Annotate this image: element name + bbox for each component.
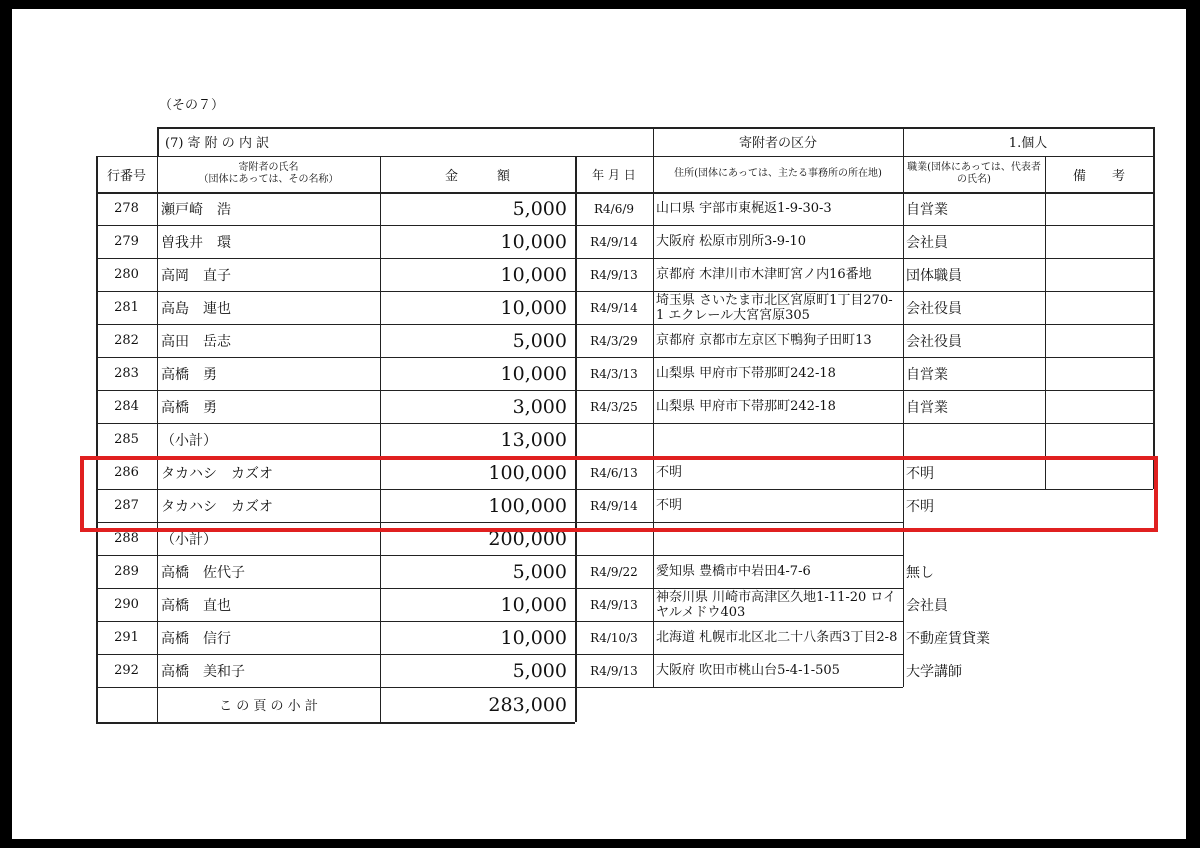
- donor-address: 不明: [656, 465, 683, 480]
- highlight-box: [80, 456, 1158, 532]
- donor-occupation: 会社員: [906, 597, 948, 614]
- donor-address: 埼玉県 さいたま市北区宮原町1丁目270-1 エクレール大宮宮原305: [656, 292, 893, 323]
- donor-name: 高橋 勇: [161, 399, 217, 416]
- donor-occupation: 団体職員: [906, 267, 962, 284]
- donor-occupation: 無し: [906, 564, 934, 581]
- donation-amount: 100,000: [488, 494, 567, 517]
- donor-occupation: 会社役員: [906, 300, 962, 317]
- row-number: 283: [114, 366, 139, 381]
- donation-amount: 10,000: [500, 230, 567, 253]
- table-rule: [653, 156, 654, 687]
- section-title: (7) 寄 附 の 内 訳: [165, 136, 270, 151]
- donation-date: R4/9/13: [590, 597, 638, 612]
- donor-occupation: 不明: [906, 498, 934, 515]
- subtotal-label: （小計）: [161, 432, 217, 449]
- donor-occupation: 不明: [906, 465, 934, 482]
- col-remarks: 備 考: [1072, 168, 1125, 184]
- row-number: 279: [114, 234, 139, 249]
- table-rule: [903, 156, 904, 687]
- row-number: 288: [114, 531, 139, 546]
- donation-date: R4/9/14: [590, 234, 638, 249]
- table-rule: [157, 156, 158, 722]
- donation-date: R4/6/9: [593, 201, 635, 216]
- donor-address: 不明: [656, 498, 683, 513]
- donation-date: R4/6/13: [590, 465, 638, 480]
- donor-address: 愛知県 豊橋市中岩田4-7-6: [656, 564, 811, 579]
- donor-name: 高橋 信行: [161, 630, 231, 647]
- donor-address: 山梨県 甲府市下帯那町242-18: [656, 366, 836, 381]
- subtotal-label: （小計）: [161, 531, 217, 548]
- row-number: 282: [114, 333, 139, 348]
- donor-address: 京都府 京都市左京区下鴨狗子田町13: [656, 333, 872, 348]
- donation-amount: 5,000: [512, 197, 567, 220]
- donor-occupation: [906, 423, 1042, 456]
- donation-date: R4/3/29: [590, 333, 638, 348]
- table-rule: [1045, 156, 1046, 489]
- donation-date: R4/9/22: [590, 564, 638, 579]
- donor-name: 高橋 佐代子: [161, 564, 245, 581]
- donation-amount: 3,000: [512, 395, 567, 418]
- row-number: 280: [114, 267, 139, 282]
- row-number: 289: [114, 564, 139, 579]
- donor-name: 高橋 勇: [161, 366, 217, 383]
- table-rule: [96, 722, 575, 724]
- donor-occupation: 自営業: [906, 201, 948, 218]
- donor-address: 山口県 宇部市東梶返1-9-30-3: [656, 201, 832, 216]
- donor-name: 瀬戸崎 浩: [161, 201, 231, 218]
- donor-address: [656, 423, 900, 456]
- table-rule: [1153, 156, 1155, 489]
- col-amount: 金 額: [444, 168, 510, 184]
- table-rule: [1153, 127, 1155, 156]
- row-number: 284: [114, 399, 139, 414]
- donation-amount: 100,000: [488, 461, 567, 484]
- subtotal-amount: 13,000: [500, 428, 567, 451]
- row-number: 287: [114, 498, 139, 513]
- donation-date: R4/3/13: [590, 366, 638, 381]
- donor-address: 山梨県 甲府市下帯那町242-18: [656, 399, 836, 414]
- donation-amount: 10,000: [500, 296, 567, 319]
- row-number: 278: [114, 201, 139, 216]
- donor-name: 高田 岳志: [161, 333, 231, 350]
- donor-address: 京都府 木津川市木津町宮ノ内16番地: [656, 267, 872, 282]
- row-number: 291: [114, 630, 139, 645]
- table-rule: [157, 127, 159, 156]
- donation-date: R4/9/13: [590, 663, 638, 678]
- donor-name: タカハシ カズオ: [161, 465, 273, 482]
- donation-amount: 5,000: [512, 329, 567, 352]
- donation-date: [575, 423, 653, 456]
- donation-amount: 10,000: [500, 626, 567, 649]
- donor-category-label: 寄附者の区分: [738, 136, 817, 151]
- row-number: 281: [114, 300, 139, 315]
- col-address: 住所(団体にあっては、主たる事務所の所在地): [674, 168, 882, 179]
- donation-amount: 5,000: [512, 659, 567, 682]
- donation-date: R4/9/14: [590, 300, 638, 315]
- donor-occupation: 自営業: [906, 399, 948, 416]
- donation-date: R4/3/25: [590, 399, 638, 414]
- donor-occupation: 自営業: [906, 366, 948, 383]
- page-subtotal-value: 283,000: [488, 693, 567, 716]
- donor-occupation: 大学講師: [906, 663, 962, 680]
- donor-occupation: 会社役員: [906, 333, 962, 350]
- donor-name: タカハシ カズオ: [161, 498, 273, 515]
- donor-address: 大阪府 松原市別所3-9-10: [656, 234, 807, 249]
- col-occupation: 職業(団体にあっては、代表者の氏名): [907, 162, 1041, 185]
- col-name: 寄附者の氏名 （団体にあっては、その名称）: [198, 162, 339, 185]
- row-number: 290: [114, 597, 139, 612]
- page-subtotal-label: こ の 頁 の 小 計: [219, 699, 318, 714]
- donation-amount: 5,000: [512, 560, 567, 583]
- donation-date: R4/10/3: [590, 630, 638, 645]
- donation-date: R4/9/14: [590, 498, 638, 513]
- donor-name: 高島 連也: [161, 300, 231, 317]
- donor-address: 北海道 札幌市北区北二十八条西3丁目2-8: [656, 630, 898, 645]
- donor-occupation: 会社員: [906, 234, 948, 251]
- donor-category-value: 1.個人: [1008, 136, 1048, 151]
- donation-amount: 10,000: [500, 593, 567, 616]
- donor-name: 高岡 直子: [161, 267, 231, 284]
- donor-name: 高橋 直也: [161, 597, 231, 614]
- donation-date: R4/9/13: [590, 267, 638, 282]
- row-number: 285: [114, 432, 139, 447]
- donor-occupation: 不動産賃貸業: [906, 630, 990, 647]
- part-label: （その７）: [159, 98, 225, 113]
- donor-name: 曽我井 環: [161, 234, 231, 251]
- row-number: 286: [114, 465, 139, 480]
- donor-address: 大阪府 吹田市桃山台5-4-1-505: [656, 663, 840, 678]
- donor-address: 神奈川県 川崎市高津区久地1-11-20 ロイヤルメドウ403: [656, 589, 897, 620]
- donor-name: 高橋 美和子: [161, 663, 245, 680]
- donation-amount: 10,000: [500, 263, 567, 286]
- subtotal-amount: 200,000: [488, 527, 567, 550]
- row-number: 292: [114, 663, 139, 678]
- donation-amount: 10,000: [500, 362, 567, 385]
- col-row-no: 行番号: [106, 168, 146, 184]
- col-date: 年 月 日: [592, 167, 636, 182]
